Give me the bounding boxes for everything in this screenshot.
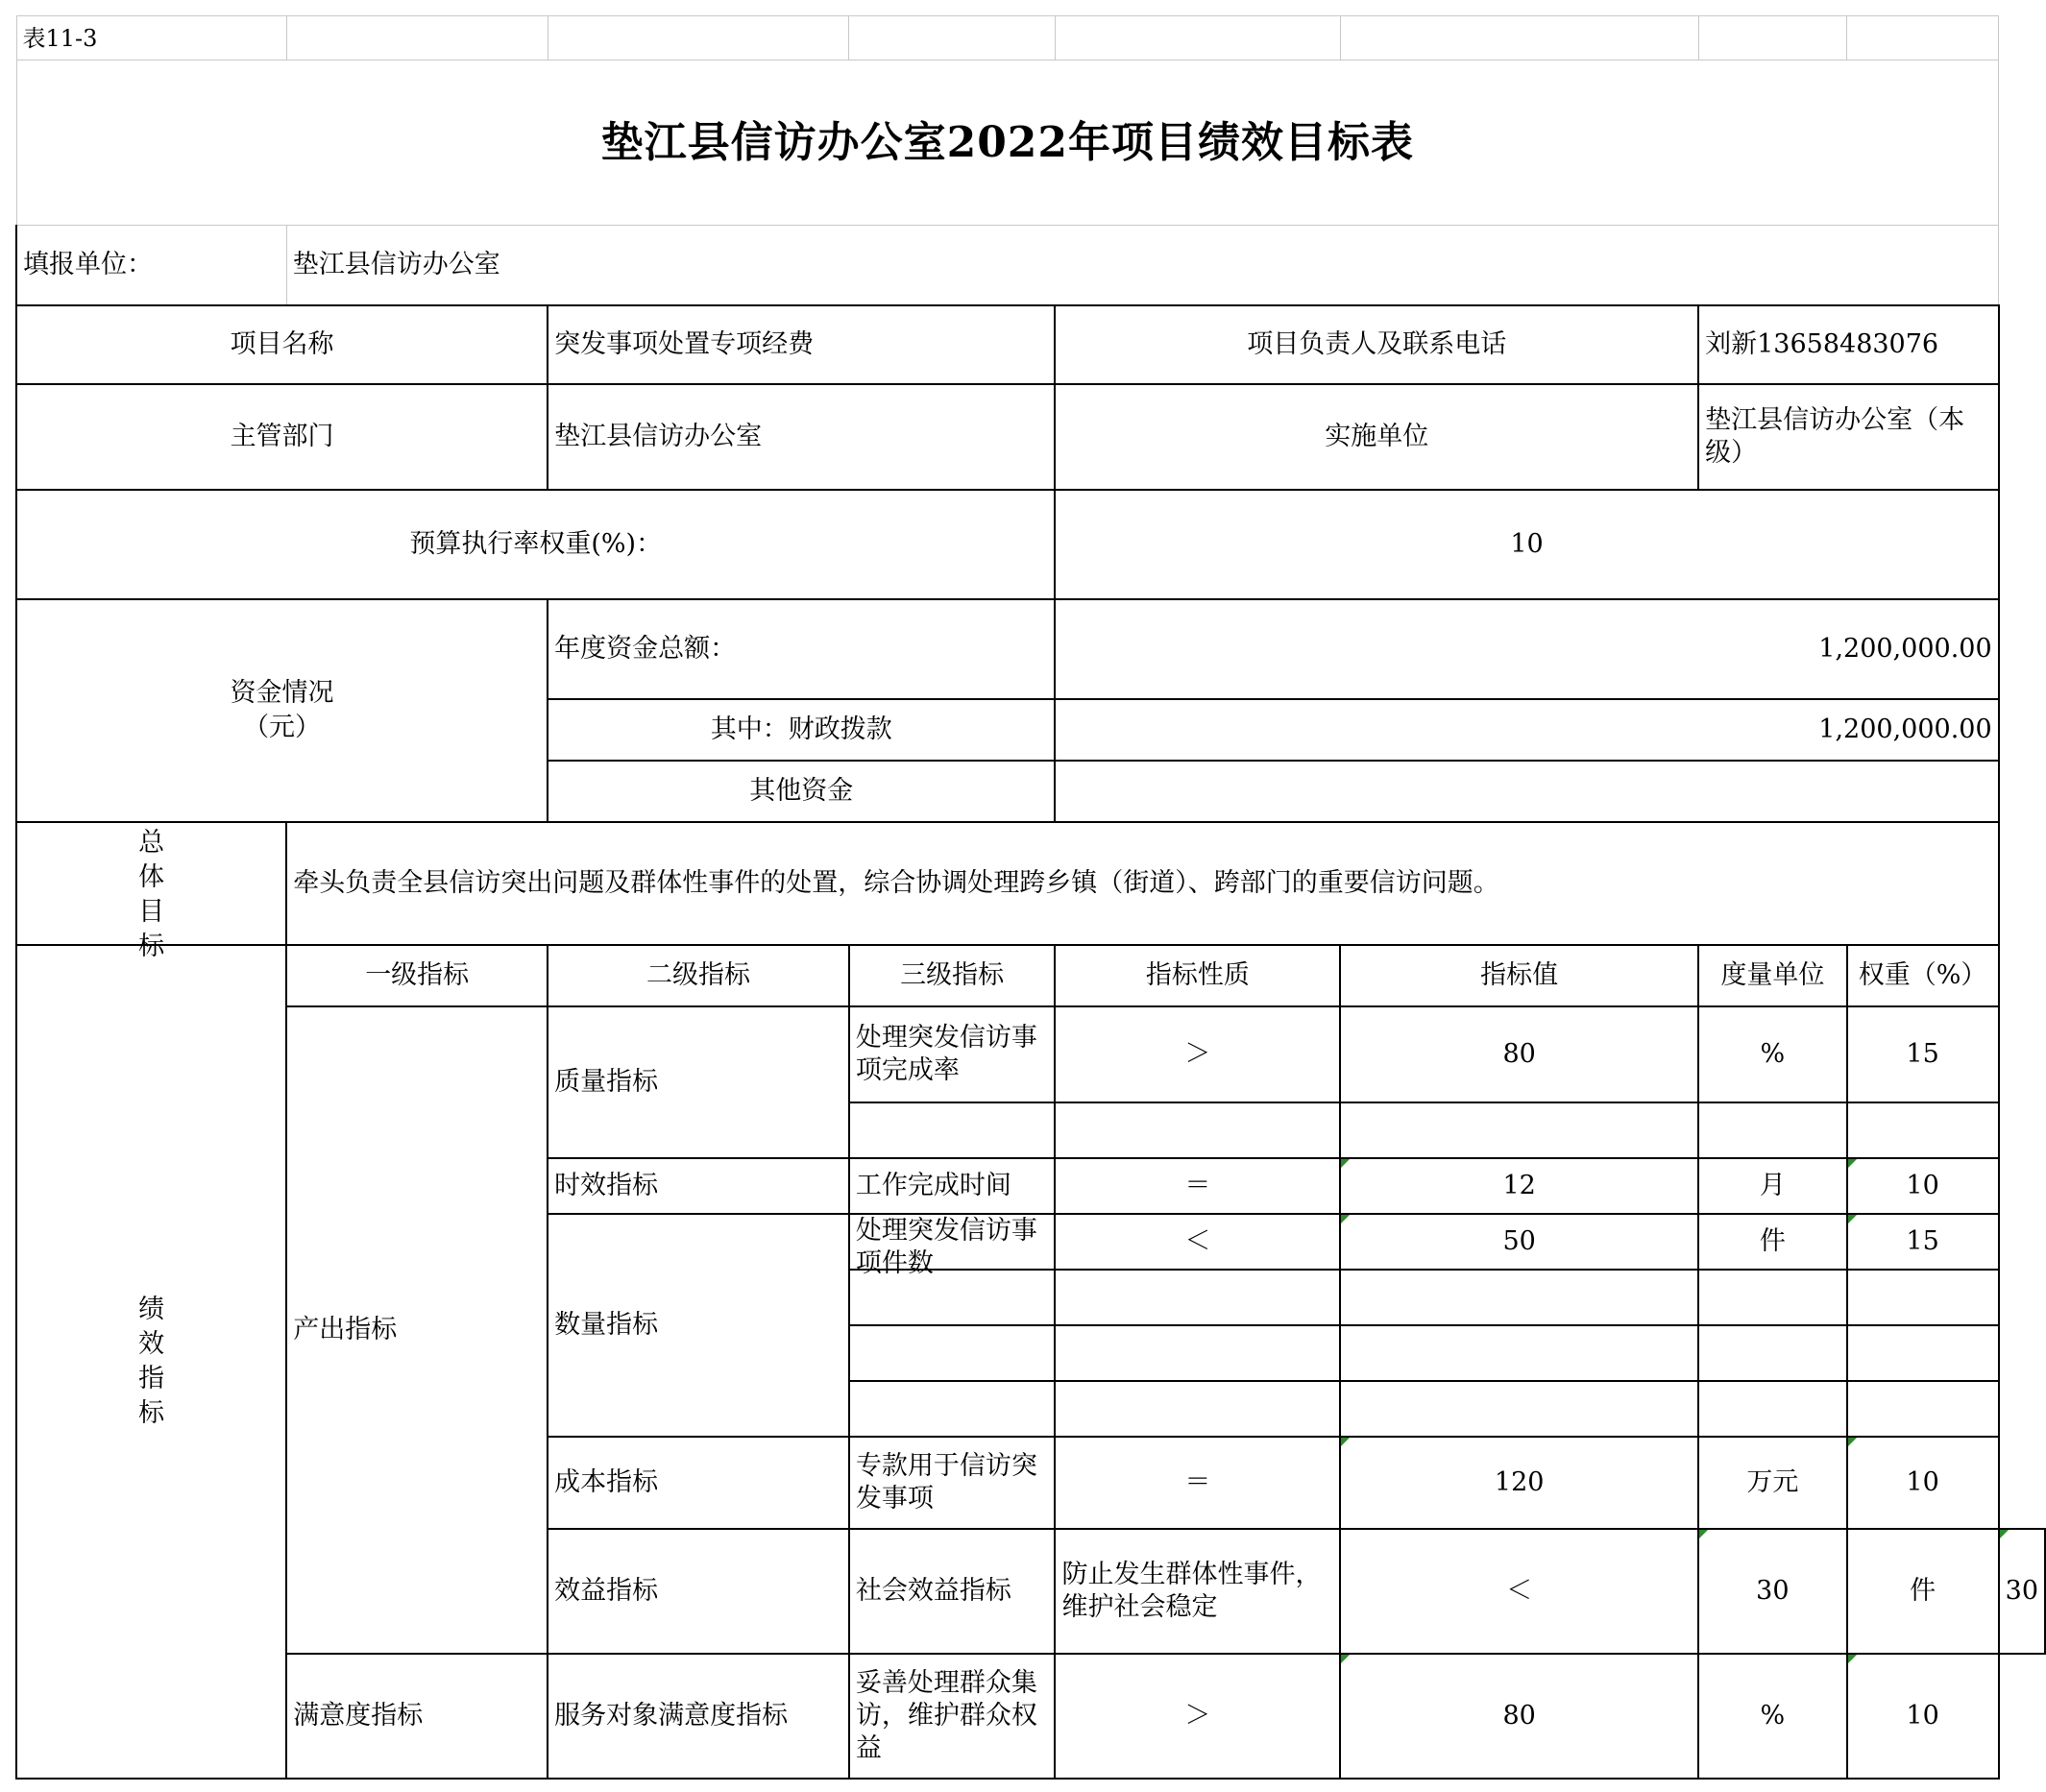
empty-cell	[849, 1325, 1056, 1381]
level2-social: 社会效益指标	[849, 1529, 1056, 1654]
indicator-value: 80	[1340, 1654, 1698, 1779]
indicator-weight: 15	[1847, 1214, 1999, 1270]
header-value: 指标值	[1340, 945, 1698, 1006]
level2-quality: 质量指标	[548, 1006, 849, 1158]
empty-cell	[1055, 1102, 1340, 1158]
indicator-operator: ＞	[1055, 1654, 1340, 1779]
empty-cell	[849, 16, 1056, 61]
filling-unit-label: 填报单位：	[16, 226, 286, 305]
empty-cell	[1340, 1325, 1698, 1381]
empty-cell	[849, 1270, 1056, 1325]
empty-cell	[1340, 16, 1698, 61]
impl-unit-value: 垫江县信访办公室（本级）	[1698, 384, 1999, 490]
empty-cell	[1340, 1270, 1698, 1325]
header-weight: 权重（%）	[1847, 945, 1999, 1006]
indicator-operator: ＜	[1340, 1529, 1698, 1654]
empty-cell	[849, 1102, 1056, 1158]
indicator-weight: 10	[1847, 1437, 1999, 1529]
indicator-name: 处理突发信访事项完成率	[849, 1006, 1056, 1102]
empty-cell	[1340, 1102, 1698, 1158]
empty-cell	[1698, 1270, 1846, 1325]
indicator-operator: ＞	[1055, 1006, 1340, 1102]
funds-fiscal-value: 1,200,000.00	[1055, 699, 1998, 761]
indicator-value: 12	[1340, 1158, 1698, 1214]
empty-cell	[1847, 1102, 1999, 1158]
indicator-weight: 10	[1847, 1654, 1999, 1779]
empty-cell	[1055, 16, 1340, 61]
funds-other-label: 其他资金	[548, 761, 1055, 822]
budget-weight-label: 预算执行率权重(%)：	[16, 490, 1055, 599]
empty-cell	[1698, 16, 1846, 61]
sheet-label: 表11-3	[16, 16, 286, 61]
header-level2: 二级指标	[548, 945, 849, 1006]
empty-cell	[1055, 1381, 1340, 1437]
header-nature: 指标性质	[1055, 945, 1340, 1006]
level1-satisfaction: 满意度指标	[286, 1654, 548, 1779]
level2-cost: 成本指标	[548, 1437, 849, 1529]
level2-timeliness: 时效指标	[548, 1158, 849, 1214]
indicator-operator: ＝	[1055, 1158, 1340, 1214]
indicator-unit: 月	[1698, 1158, 1846, 1214]
empty-cell	[548, 16, 849, 61]
empty-cell	[1340, 1381, 1698, 1437]
indicator-name: 专款用于信访突发事项	[849, 1437, 1056, 1529]
indicator-name-cell	[849, 1214, 1056, 1278]
empty-cell	[286, 16, 548, 61]
indicator-weight: 10	[1847, 1158, 1999, 1214]
empty-cell	[1847, 1325, 1999, 1381]
indicator-value: 50	[1340, 1214, 1698, 1270]
indicator-value: 120	[1340, 1437, 1698, 1529]
indicator-unit: %	[1698, 1654, 1846, 1779]
dept-value: 垫江县信访办公室	[548, 384, 1055, 490]
impl-unit-label: 实施单位	[1055, 384, 1698, 490]
indicator-name: 防止发生群体性事件，维护社会稳定	[1055, 1529, 1340, 1654]
level1-output: 产出指标	[286, 1006, 548, 1654]
indicator-operator: ＝	[1055, 1437, 1340, 1529]
funds-label-text: 资金情况（元）	[230, 677, 334, 742]
empty-cell	[1698, 1381, 1846, 1437]
indicator-name: 工作完成时间	[849, 1158, 1056, 1214]
performance-table	[15, 15, 2046, 1780]
filling-unit-value: 垫江县信访办公室	[286, 226, 1998, 305]
empty-cell	[1698, 1325, 1846, 1381]
level2-quantity: 数量指标	[548, 1214, 849, 1437]
empty-cell	[1055, 1270, 1340, 1325]
funds-label	[16, 599, 548, 822]
overall-goal-label-text: 总体目标	[138, 827, 165, 961]
header-level3: 三级指标	[849, 945, 1056, 1006]
indicator-weight: 30	[1999, 1529, 2045, 1654]
project-name-value: 突发事项处置专项经费	[548, 305, 1055, 384]
empty-cell	[1055, 1325, 1340, 1381]
indicator-value: 30	[1698, 1529, 1846, 1654]
overall-goal-text: 牵头负责全县信访突出问题及群体性事件的处置，综合协调处理跨乡镇（街道）、跨部门的重要信访问题。	[286, 822, 1998, 945]
project-owner-value: 刘新13658483076	[1698, 305, 1999, 384]
empty-cell	[849, 1381, 1056, 1437]
indicator-value: 80	[1340, 1006, 1698, 1102]
empty-cell	[1847, 16, 1999, 61]
empty-cell	[1698, 1102, 1846, 1158]
indicator-unit: 件	[1698, 1214, 1846, 1270]
funds-other-value	[1055, 761, 1998, 822]
indicator-name: 处理突发信访事项件数	[855, 1215, 1037, 1278]
indicators-section-label-text: 绩效指标	[138, 1294, 165, 1428]
empty-cell	[1847, 1381, 1999, 1437]
dept-label: 主管部门	[16, 384, 548, 490]
indicators-section-label	[16, 945, 286, 1779]
indicator-name: 妥善处理群众集访，维护群众权益	[849, 1654, 1056, 1779]
indicator-unit: 件	[1847, 1529, 1999, 1654]
project-owner-label: 项目负责人及联系电话	[1055, 305, 1698, 384]
project-name-label: 项目名称	[16, 305, 548, 384]
level1-benefit: 效益指标	[548, 1529, 849, 1654]
indicator-unit: %	[1698, 1006, 1846, 1102]
empty-cell	[1847, 1270, 1999, 1325]
funds-fiscal-label: 其中：财政拨款	[548, 699, 1055, 761]
level2-service: 服务对象满意度指标	[548, 1654, 849, 1779]
indicator-unit: 万元	[1698, 1437, 1846, 1529]
overall-goal-label	[16, 822, 286, 961]
indicator-operator: ＜	[1055, 1214, 1340, 1270]
funds-total-label: 年度资金总额：	[548, 599, 1055, 699]
indicator-weight: 15	[1847, 1006, 1999, 1102]
budget-weight-value: 10	[1055, 490, 1998, 599]
header-level1: 一级指标	[286, 945, 548, 1006]
header-unit: 度量单位	[1698, 945, 1846, 1006]
funds-total-value: 1,200,000.00	[1055, 599, 1998, 699]
page-title: 垫江县信访办公室2022年项目绩效目标表	[16, 61, 1999, 226]
